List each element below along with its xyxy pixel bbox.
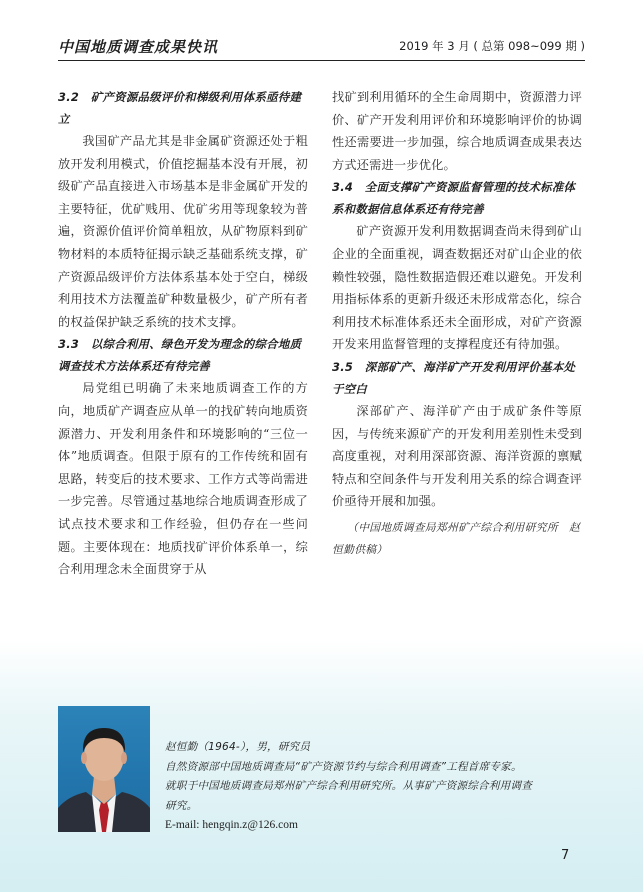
section-3-4-paragraph: 矿产资源开发利用数据调查尚未得到矿山企业的全面重视，调查数据还对矿山企业的依赖性较强，隐性数据造假还难以避免。开发利用指标体系的更新升级还未形成常态化，综合利用技术标准体系还未全面形成，对矿产资源开发来用监督管理的支撑程度还有待加强。 xyxy=(332,224,582,352)
left-column xyxy=(58,86,308,581)
section-3-3-continuation: 找矿到利用循环的全生命周期中，资源潜力评价、矿产开发利用评价和环境影响评价的协调性还需要进一步加强，综合地质调查成果表达方式还需进一步优化。 xyxy=(332,90,582,172)
issue-info: 2019 年 3 月 ( 总第 098~099 期 ) xyxy=(399,39,585,53)
page-header xyxy=(58,32,585,60)
author-photo xyxy=(58,706,150,832)
author-portrait-graphic xyxy=(58,706,150,832)
author-affiliation-line: 就职于中国地质调查局郑州矿产综合利用研究所。从事矿产资源综合利用调查 xyxy=(165,780,532,792)
page-number: 7 xyxy=(561,848,570,863)
header-divider xyxy=(58,60,585,61)
section-3-5-paragraph: 深部矿产、海洋矿产由于成矿条件等原因，与传统来源矿产的开发利用差别性未受到高度重视，对利用深部资源、海洋资源的禀赋特点和空间条件与开发利用关系的综合调查评价亟待开展和加强。 xyxy=(332,403,582,509)
author-title-line: 自然资源部中国地质调查局“矿产资源节约与综合利用调查”工程首席专家。 xyxy=(165,760,522,773)
article-source-credit: （中国地质调查局郑州矿产综合利用研究所 赵恒勤供稿） xyxy=(332,520,581,556)
section-3-5-heading: 3.5 深部矿产、海洋矿产开发利用评价基本处于空白 xyxy=(332,359,576,396)
author-bio xyxy=(165,738,585,836)
right-column xyxy=(332,86,582,561)
section-3-3-heading: 3.3 以综合利用、绿色开发为理念的综合地质调查技术方法体系还有待完善 xyxy=(58,337,302,374)
section-3-2-paragraph: 我国矿产品尤其是非金属矿资源还处于粗放开发利用模式，价值挖掘基本没有开展，初级矿产品直接进入市场基本是非金属矿开发的主要特征，优矿贱用、优矿劣用等现象较为普遍，资源价值评价简单粗放，从矿物原料到矿物材料的本质特征揭示缺乏基础系统支撑，矿产资源品级评价方法体系基本处于空白，梯级利用技术方法覆盖矿种数量极少，矿产所有者的权益保护缺乏系统的技术支撑。 xyxy=(58,134,308,329)
section-3-2-heading: 3.2 矿产资源品级评价和梯级利用体系亟待建立 xyxy=(58,90,302,126)
section-3-3-paragraph: 局党组已明确了未来地质调查工作的方向，地质矿产调查应从单一的找矿转向地质资源潜力、开发利用条件和环境影响的“三位一体”地质调查。但限于原有的工作传统和固有思路，转变后的技术要求、工作方式等尚需进一步完善。尽管通过基地综合地质调查形成了试点技术要求和工作经验，但仍存在一些问题。主要体现在：地质找矿评价体系单一，综合利用理念未全面贯穿于从 xyxy=(58,381,308,577)
section-3-4-heading: 3.4 全面支撑矿产资源监督管理的技术标准体系和数据信息体系还有待完善 xyxy=(332,180,576,217)
author-name-line: 赵恒勤（1964-），男，研究员 xyxy=(165,741,311,753)
author-affiliation-line-end: 研究。 xyxy=(165,799,198,812)
author-email[interactable]: E-mail: hengqin.z@126.com xyxy=(165,819,298,831)
publication-title: 中国地质调查成果快讯 xyxy=(58,38,219,56)
